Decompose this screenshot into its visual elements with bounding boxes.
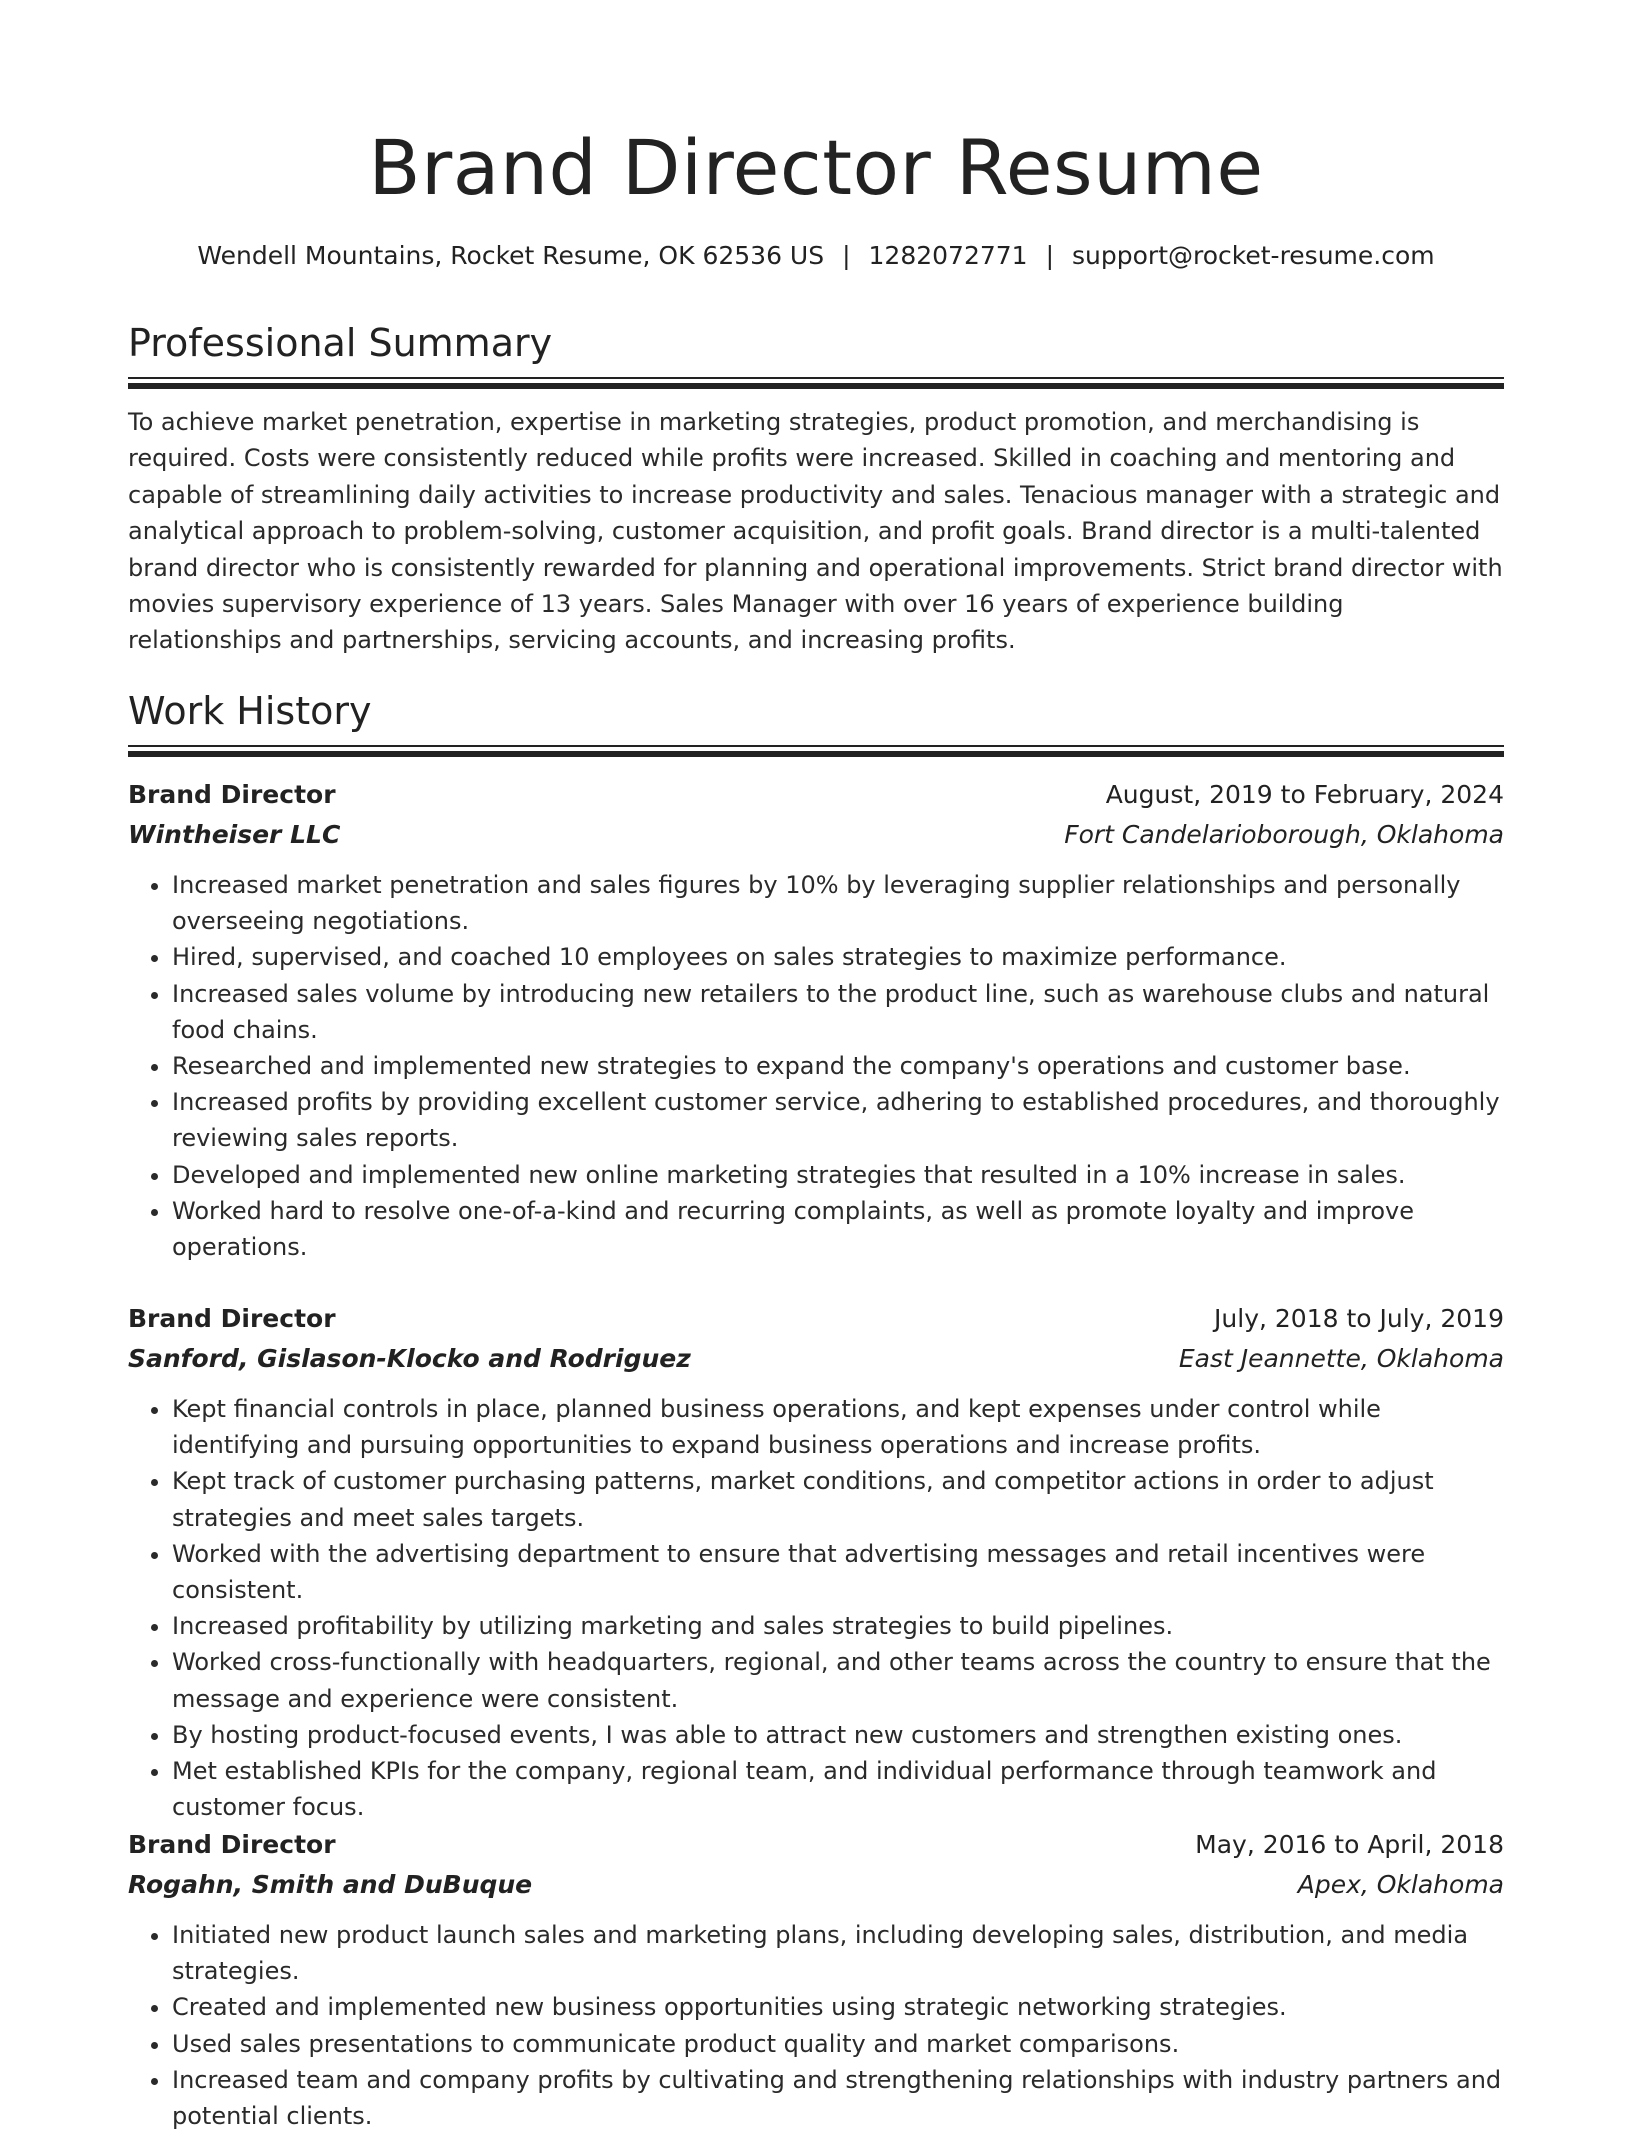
job-bullet: • Met established KPIs for the company, regional team, and individual performance through teamwork and customer focus.	[172, 1753, 1504, 1825]
job-bullet: • Kept track of customer purchasing patterns, market conditions, and competitor actions in order to adjust strategies and meet sales targets.	[172, 1463, 1504, 1535]
job-bullet: • Worked cross-functionally with headquarters, regional, and other teams across the country to ensure that the message and experience were consistent.	[172, 1644, 1504, 1716]
job-bullet: • Worked hard to resolve one-of-a-kind and recurring complaints, as well as promote loyalty and improve operations.	[172, 1193, 1504, 1265]
job-bullet-list	[128, 1917, 1504, 2134]
job-bullet: • Hired, supervised, and coached 10 employees on sales strategies to maximize performance.	[172, 939, 1504, 975]
contact-phone: 1282072771	[868, 241, 1028, 270]
job-bullet-list	[128, 1391, 1504, 1825]
job-bullet: • By hosting product-focused events, I was able to attract new customers and strengthen existing ones.	[172, 1717, 1504, 1753]
job-location: Fort Candelarioborough, Oklahoma	[1064, 820, 1504, 849]
job-dates: May, 2016 to April, 2018	[1195, 1830, 1504, 1859]
job-title: Brand Director	[128, 1830, 336, 1859]
job-company: Rogahn, Smith and DuBuque	[128, 1870, 533, 1899]
job-bullet: • Increased team and company profits by cultivating and strengthening relationships with industry partners and potential clients.	[172, 2062, 1504, 2134]
job-bullet: • Developed and implemented new online marketing strategies that resulted in a 10% increase in sales.	[172, 1157, 1504, 1193]
job-bullet: • Initiated new product launch sales and marketing plans, including developing sales, distribution, and media strategies.	[172, 1917, 1504, 1989]
page-title: Brand Director Resume	[368, 123, 1264, 212]
job-company: Sanford, Gislason-Klocko and Rodriguez	[128, 1344, 691, 1373]
contact-address: Wendell Mountains, Rocket Resume, OK 62536 US	[197, 241, 825, 270]
job-bullet: • Increased sales volume by introducing new retailers to the product line, such as warehouse clubs and natural food chains.	[172, 976, 1504, 1048]
job-entry	[128, 775, 1504, 1265]
job-entry	[128, 1299, 1504, 1825]
summary-text: To achieve market penetration, expertise in marketing strategies, product promotion, and merchandising is required. Costs were consistently reduced while profits were increased. Skilled in coaching and mentoring and capable of streamlining daily activities to increase productivity and sales. Tenacious manager with a strategic and analytical approach to problem-solving, customer acquisition, and profit goals. Brand director is a multi-talented brand director who is consistently rewarded for planning and operational improvements. Strict brand director with movies supervisory experience of 13 years. Sales Manager with over 16 years of experience building relationships and partnerships, servicing accounts, and increasing profits.	[128, 408, 1503, 655]
job-bullet: • Increased profits by providing excellent customer service, adhering to established procedures, and thoroughly reviewing sales reports.	[172, 1084, 1504, 1156]
summary-divider	[128, 377, 1504, 389]
job-bullet-list	[128, 867, 1504, 1265]
summary-heading: Professional Summary	[128, 321, 553, 365]
job-bullet: • Worked with the advertising department to ensure that advertising messages and retail incentives were consistent.	[172, 1536, 1504, 1608]
job-title: Brand Director	[128, 780, 336, 809]
contact-email: support@rocket-resume.com	[1072, 241, 1435, 270]
contact-line	[128, 238, 1504, 274]
job-dates: July, 2018 to July, 2019	[1214, 1304, 1504, 1333]
job-dates: August, 2019 to February, 2024	[1105, 780, 1504, 809]
job-bullet: • Increased profitability by utilizing marketing and sales strategies to build pipelines.	[172, 1608, 1504, 1644]
job-bullet: • Created and implemented new business opportunities using strategic networking strategies.	[172, 1989, 1504, 2025]
job-bullet: • Kept financial controls in place, planned business operations, and kept expenses under control while identifying and pursuing opportunities to expand business operations and increase profits.	[172, 1391, 1504, 1463]
job-bullet: • Used sales presentations to communicate product quality and market comparisons.	[172, 2026, 1504, 2062]
job-company: Wintheiser LLC	[128, 820, 341, 849]
job-title: Brand Director	[128, 1304, 336, 1333]
job-bullet: • Increased market penetration and sales figures by 10% by leveraging supplier relationships and personally overseeing negotiations.	[172, 867, 1504, 939]
contact-separator: |	[842, 241, 851, 270]
job-entry	[128, 1825, 1504, 2134]
work-history-divider	[128, 745, 1504, 757]
contact-separator: |	[1045, 241, 1055, 270]
job-location: Apex, Oklahoma	[1297, 1870, 1504, 1899]
work-history-heading: Work History	[128, 689, 372, 733]
resume-page	[128, 0, 1504, 2131]
job-location: East Jeannette, Oklahoma	[1178, 1344, 1504, 1373]
job-bullet: • Researched and implemented new strategies to expand the company's operations and customer base.	[172, 1048, 1504, 1084]
